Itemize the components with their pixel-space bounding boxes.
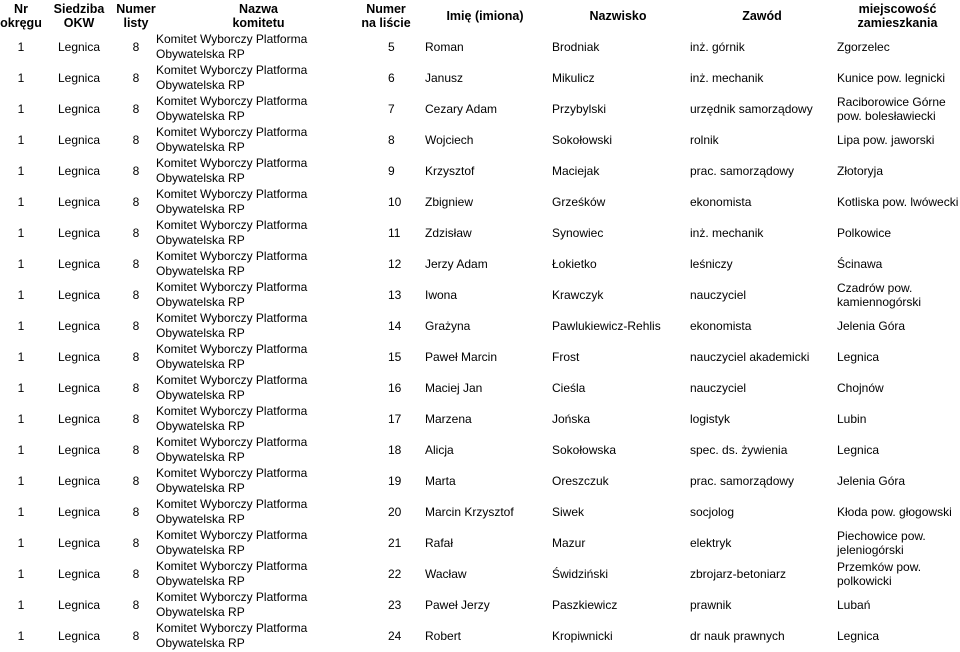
cell-nazwisko: Mikulicz xyxy=(552,70,595,85)
cell-zawod: nauczyciel xyxy=(690,380,747,395)
cell-siedziba: Legnica xyxy=(57,225,101,240)
cell-okreg: 1 xyxy=(17,318,25,333)
cell-nazwisko: Synowiec xyxy=(552,225,604,240)
cell-zawod: spec. ds. żywienia xyxy=(690,442,788,457)
cell-numer-na-liscie: 14 xyxy=(388,318,402,333)
table-row xyxy=(0,496,960,527)
cell-nazwisko: Frost xyxy=(552,349,580,364)
cell-okreg: 1 xyxy=(17,566,25,581)
table-row xyxy=(0,310,960,341)
cell-nazwa-komitetu: Komitet Wyborczy Platforma Obywatelska RP xyxy=(156,32,308,61)
cell-siedziba: Legnica xyxy=(57,256,101,271)
cell-numer-listy: 8 xyxy=(132,349,140,364)
cell-numer-listy: 8 xyxy=(132,597,140,612)
table-row xyxy=(0,155,960,186)
cell-siedziba: Legnica xyxy=(57,566,101,581)
cell-miejscowosc: Kunice pow. legnicki xyxy=(837,70,946,85)
cell-okreg: 1 xyxy=(17,101,25,116)
table-row xyxy=(0,124,960,155)
table-row xyxy=(0,248,960,279)
cell-imie: Jerzy Adam xyxy=(425,256,488,271)
cell-nazwa-komitetu: Komitet Wyborczy Platforma Obywatelska RP xyxy=(156,435,308,464)
cell-nazwa-komitetu: Komitet Wyborczy Platforma Obywatelska RP xyxy=(156,125,308,154)
cell-zawod: inż. górnik xyxy=(690,39,745,54)
cell-imie: Maciej Jan xyxy=(425,380,483,395)
cell-nazwisko: Maciejak xyxy=(552,163,600,178)
cell-numer-na-liscie: 23 xyxy=(388,597,402,612)
cell-siedziba: Legnica xyxy=(57,349,101,364)
cell-zawod: leśniczy xyxy=(690,256,733,271)
cell-imie: Krzysztof xyxy=(425,163,475,178)
cell-nazwa-komitetu: Komitet Wyborczy Platforma Obywatelska RP xyxy=(156,373,308,402)
cell-imie: Marcin Krzysztof xyxy=(425,504,514,519)
cell-numer-na-liscie: 11 xyxy=(388,225,401,240)
cell-miejscowosc: Piechowice pow. jeleniogórski xyxy=(837,528,926,557)
cell-imie: Marzena xyxy=(425,411,472,426)
cell-numer-na-liscie: 12 xyxy=(388,256,402,271)
cell-nazwa-komitetu: Komitet Wyborczy Platforma Obywatelska RP xyxy=(156,63,308,92)
table-row xyxy=(0,434,960,465)
cell-miejscowosc: Legnica xyxy=(837,628,880,643)
cell-imie: Rafał xyxy=(425,535,454,550)
header-nr-okregu: Nr okręgu xyxy=(0,1,42,30)
cell-numer-na-liscie: 7 xyxy=(388,101,395,116)
cell-okreg: 1 xyxy=(17,70,25,85)
cell-numer-na-liscie: 8 xyxy=(388,132,395,147)
cell-imie: Cezary Adam xyxy=(425,101,498,116)
cell-nazwa-komitetu: Komitet Wyborczy Platforma Obywatelska RP xyxy=(156,559,308,588)
cell-nazwa-komitetu: Komitet Wyborczy Platforma Obywatelska RP xyxy=(156,342,308,371)
cell-zawod: nauczyciel xyxy=(690,287,747,302)
cell-nazwa-komitetu: Komitet Wyborczy Platforma Obywatelska RP xyxy=(156,94,308,123)
cell-zawod: zbrojarz-betoniarz xyxy=(690,566,787,581)
cell-nazwa-komitetu: Komitet Wyborczy Platforma Obywatelska RP xyxy=(156,621,308,650)
table-row xyxy=(0,217,960,248)
cell-numer-listy: 8 xyxy=(132,70,140,85)
table-row xyxy=(0,31,960,62)
cell-numer-na-liscie: 22 xyxy=(388,566,402,581)
cell-miejscowosc: Zgorzelec xyxy=(837,39,890,54)
cell-siedziba: Legnica xyxy=(57,411,101,426)
cell-okreg: 1 xyxy=(17,597,25,612)
cell-imie: Zbigniew xyxy=(425,194,474,209)
cell-siedziba: Legnica xyxy=(57,39,101,54)
cell-miejscowosc: Legnica xyxy=(837,442,880,457)
cell-okreg: 1 xyxy=(17,39,25,54)
table-row xyxy=(0,589,960,620)
table-row xyxy=(0,341,960,372)
cell-okreg: 1 xyxy=(17,442,25,457)
cell-siedziba: Legnica xyxy=(57,442,101,457)
cell-imie: Wacław xyxy=(425,566,467,581)
table-row xyxy=(0,527,960,558)
cell-nazwisko: Sokołowska xyxy=(552,442,617,457)
cell-okreg: 1 xyxy=(17,256,25,271)
cell-numer-listy: 8 xyxy=(132,442,140,457)
cell-nazwa-komitetu: Komitet Wyborczy Platforma Obywatelska RP xyxy=(156,466,308,495)
cell-okreg: 1 xyxy=(17,349,25,364)
cell-numer-na-liscie: 18 xyxy=(388,442,402,457)
cell-miejscowosc: Przemków pow. polkowicki xyxy=(837,559,922,588)
cell-nazwa-komitetu: Komitet Wyborczy Platforma Obywatelska RP xyxy=(156,590,308,619)
cell-nazwisko: Świdziński xyxy=(552,566,609,581)
cell-zawod: dr nauk prawnych xyxy=(690,628,785,643)
cell-nazwa-komitetu: Komitet Wyborczy Platforma Obywatelska RP xyxy=(156,497,308,526)
cell-okreg: 1 xyxy=(17,287,25,302)
header-miejscowosc: miejscowość zamieszkania xyxy=(857,1,938,30)
cell-okreg: 1 xyxy=(17,411,25,426)
cell-numer-listy: 8 xyxy=(132,287,140,302)
cell-numer-listy: 8 xyxy=(132,535,140,550)
header-numer-na-liscie: Numer na liście xyxy=(361,1,411,30)
cell-numer-listy: 8 xyxy=(132,39,140,54)
cell-numer-na-liscie: 17 xyxy=(388,411,402,426)
cell-siedziba: Legnica xyxy=(57,597,101,612)
cell-miejscowosc: Kłoda pow. głogowski xyxy=(837,504,952,519)
cell-nazwisko: Siwek xyxy=(552,504,585,519)
cell-zawod: prac. samorządowy xyxy=(690,473,795,488)
cell-nazwisko: Łokietko xyxy=(552,256,597,271)
cell-miejscowosc: Polkowice xyxy=(837,225,892,240)
cell-numer-na-liscie: 6 xyxy=(388,70,395,85)
cell-numer-listy: 8 xyxy=(132,132,140,147)
cell-nazwisko: Kropiwnicki xyxy=(552,628,613,643)
cell-okreg: 1 xyxy=(17,132,25,147)
cell-numer-listy: 8 xyxy=(132,504,140,519)
cell-zawod: elektryk xyxy=(690,535,732,550)
cell-okreg: 1 xyxy=(17,380,25,395)
cell-siedziba: Legnica xyxy=(57,628,101,643)
cell-nazwa-komitetu: Komitet Wyborczy Platforma Obywatelska RP xyxy=(156,404,308,433)
cell-siedziba: Legnica xyxy=(57,101,101,116)
cell-numer-listy: 8 xyxy=(132,411,140,426)
header-nazwa-komitetu: Nazwa komitetu xyxy=(232,1,285,30)
cell-zawod: rolnik xyxy=(690,132,719,147)
cell-imie: Wojciech xyxy=(425,132,474,147)
cell-zawod: prac. samorządowy xyxy=(690,163,795,178)
table-header xyxy=(0,0,960,31)
cell-zawod: nauczyciel akademicki xyxy=(690,349,810,364)
table-row xyxy=(0,62,960,93)
cell-zawod: socjolog xyxy=(690,504,735,519)
cell-imie: Zdzisław xyxy=(425,225,472,240)
header-siedziba: Siedziba OKW xyxy=(53,1,105,30)
header-zawod: Zawód xyxy=(742,8,782,23)
cell-miejscowosc: Złotoryja xyxy=(837,163,884,178)
cell-numer-na-liscie: 9 xyxy=(388,163,395,178)
cell-nazwa-komitetu: Komitet Wyborczy Platforma Obywatelska RP xyxy=(156,528,308,557)
cell-siedziba: Legnica xyxy=(57,163,101,178)
cell-miejscowosc: Lubin xyxy=(837,411,867,426)
cell-numer-listy: 8 xyxy=(132,566,140,581)
cell-imie: Alicja xyxy=(425,442,454,457)
table-row xyxy=(0,186,960,217)
cell-imie: Marta xyxy=(425,473,456,488)
header-imie: Imię (imiona) xyxy=(446,8,524,23)
cell-nazwisko: Jońska xyxy=(552,411,591,426)
cell-numer-listy: 8 xyxy=(132,628,140,643)
cell-nazwa-komitetu: Komitet Wyborczy Platforma Obywatelska RP xyxy=(156,249,308,278)
table-row xyxy=(0,93,960,124)
cell-nazwisko: Pawlukiewicz-Rehlis xyxy=(552,318,661,333)
cell-imie: Grażyna xyxy=(425,318,471,333)
cell-okreg: 1 xyxy=(17,504,25,519)
cell-numer-listy: 8 xyxy=(132,256,140,271)
cell-siedziba: Legnica xyxy=(57,70,101,85)
cell-nazwa-komitetu: Komitet Wyborczy Platforma Obywatelska RP xyxy=(156,311,308,340)
cell-numer-listy: 8 xyxy=(132,101,140,116)
cell-imie: Paweł Marcin xyxy=(425,349,498,364)
cell-okreg: 1 xyxy=(17,628,25,643)
cell-zawod: ekonomista xyxy=(690,318,752,333)
cell-nazwa-komitetu: Komitet Wyborczy Platforma Obywatelska RP xyxy=(156,218,308,247)
cell-numer-na-liscie: 15 xyxy=(388,349,402,364)
header-numer-listy: Numer listy xyxy=(116,1,156,30)
cell-nazwisko: Grześków xyxy=(552,194,606,209)
cell-imie: Robert xyxy=(425,628,462,643)
table-row xyxy=(0,403,960,434)
cell-miejscowosc: Lipa pow. jaworski xyxy=(837,132,935,147)
cell-siedziba: Legnica xyxy=(57,318,101,333)
cell-nazwisko: Oreszczuk xyxy=(552,473,609,488)
cell-zawod: ekonomista xyxy=(690,194,752,209)
header-nazwisko: Nazwisko xyxy=(589,8,647,23)
table-row xyxy=(0,465,960,496)
cell-numer-na-liscie: 19 xyxy=(388,473,402,488)
table-row xyxy=(0,558,960,589)
cell-siedziba: Legnica xyxy=(57,287,101,302)
cell-miejscowosc: Jelenia Góra xyxy=(837,473,906,488)
cell-imie: Janusz xyxy=(425,70,464,85)
cell-miejscowosc: Kotliska pow. lwówecki xyxy=(837,194,959,209)
cell-siedziba: Legnica xyxy=(57,504,101,519)
cell-zawod: urzędnik samorządowy xyxy=(690,101,813,116)
cell-nazwisko: Sokołowski xyxy=(552,132,613,147)
cell-okreg: 1 xyxy=(17,473,25,488)
cell-miejscowosc: Legnica xyxy=(837,349,880,364)
cell-nazwisko: Brodniak xyxy=(552,39,600,54)
cell-nazwisko: Cieśla xyxy=(552,380,586,395)
cell-nazwa-komitetu: Komitet Wyborczy Platforma Obywatelska RP xyxy=(156,187,308,216)
cell-numer-listy: 8 xyxy=(132,194,140,209)
cell-numer-na-liscie: 16 xyxy=(388,380,402,395)
cell-numer-listy: 8 xyxy=(132,380,140,395)
cell-miejscowosc: Jelenia Góra xyxy=(837,318,906,333)
cell-okreg: 1 xyxy=(17,194,25,209)
cell-zawod: logistyk xyxy=(690,411,731,426)
table-row xyxy=(0,620,960,651)
table-row xyxy=(0,279,960,310)
cell-nazwisko: Paszkiewicz xyxy=(552,597,618,612)
cell-siedziba: Legnica xyxy=(57,194,101,209)
cell-nazwa-komitetu: Komitet Wyborczy Platforma Obywatelska RP xyxy=(156,156,308,185)
cell-zawod: inż. mechanik xyxy=(690,225,764,240)
cell-numer-listy: 8 xyxy=(132,163,140,178)
cell-miejscowosc: Lubań xyxy=(837,597,871,612)
cell-numer-listy: 8 xyxy=(132,318,140,333)
cell-imie: Paweł Jerzy xyxy=(425,597,490,612)
cell-imie: Iwona xyxy=(425,287,458,302)
cell-miejscowosc: Ścinawa xyxy=(837,256,883,271)
cell-miejscowosc: Chojnów xyxy=(837,380,884,395)
cell-numer-na-liscie: 10 xyxy=(388,194,402,209)
cell-okreg: 1 xyxy=(17,225,25,240)
cell-numer-na-liscie: 24 xyxy=(388,628,402,643)
cell-numer-listy: 8 xyxy=(132,225,140,240)
cell-nazwisko: Przybylski xyxy=(552,101,607,116)
cell-numer-na-liscie: 13 xyxy=(388,287,402,302)
cell-nazwisko: Mazur xyxy=(552,535,586,550)
cell-numer-na-liscie: 20 xyxy=(388,504,402,519)
cell-numer-listy: 8 xyxy=(132,473,140,488)
cell-imie: Roman xyxy=(425,39,464,54)
cell-okreg: 1 xyxy=(17,535,25,550)
cell-nazwa-komitetu: Komitet Wyborczy Platforma Obywatelska RP xyxy=(156,280,308,309)
cell-nazwisko: Krawczyk xyxy=(552,287,604,302)
cell-siedziba: Legnica xyxy=(57,535,101,550)
cell-numer-na-liscie: 21 xyxy=(388,535,402,550)
cell-siedziba: Legnica xyxy=(57,132,101,147)
table-row xyxy=(0,372,960,403)
cell-okreg: 1 xyxy=(17,163,25,178)
cell-zawod: inż. mechanik xyxy=(690,70,764,85)
cell-numer-na-liscie: 5 xyxy=(388,39,395,54)
cell-zawod: prawnik xyxy=(690,597,732,612)
cell-siedziba: Legnica xyxy=(57,473,101,488)
cell-miejscowosc: Czadrów pow. kamiennogórski xyxy=(837,280,922,309)
cell-siedziba: Legnica xyxy=(57,380,101,395)
cell-miejscowosc: Raciborowice Górne pow. bolesławiecki xyxy=(837,94,946,123)
